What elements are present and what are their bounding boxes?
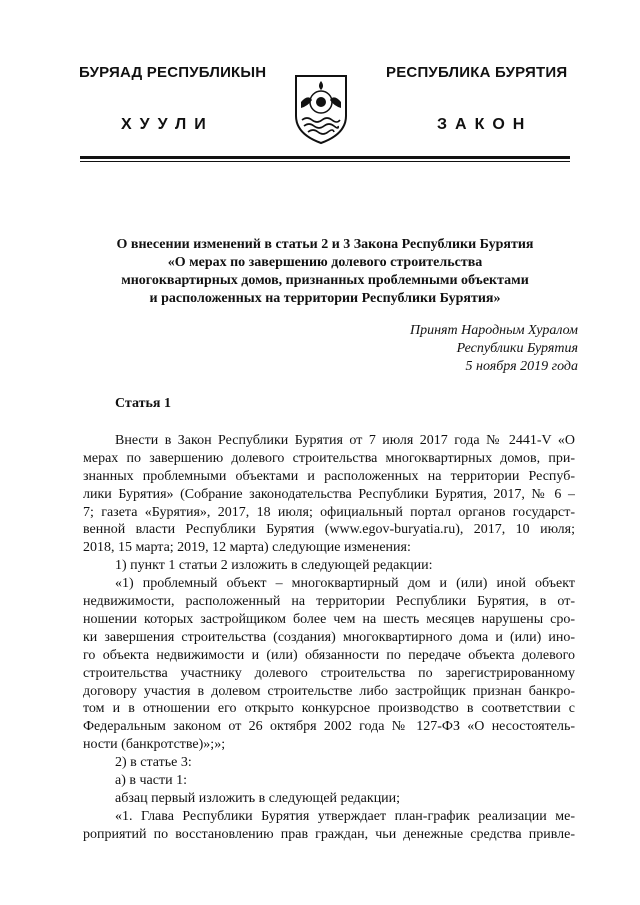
body-line: знанных проблемными объектами и расположенных на территории Респуб-	[83, 468, 575, 484]
law-title-line: и расположенных на территории Республики Бурятия»	[149, 291, 501, 306]
body-line: 1) пункт 1 статьи 2 изложить в следующей редакции:	[115, 558, 433, 574]
body-line: ности (банкротстве)»;»;	[83, 737, 226, 753]
adoption-note-line: 5 ноября 2019 года	[465, 359, 578, 374]
article-body	[83, 432, 575, 844]
body-line: роприятий по восстановлению прав граждан, чьи денежные средства привле-	[83, 826, 575, 842]
adoption-note-line: Принят Народным Хуралом	[409, 323, 578, 338]
body-line: 2) в статье 3:	[115, 755, 192, 771]
header-right-subtitle: ЗАКОН	[437, 116, 533, 133]
body-line: ношении которых застройщиком более чем на шесть месяцев нарушены сро-	[83, 611, 575, 627]
header-divider-thin	[80, 161, 570, 162]
article-heading: Статья 1	[115, 396, 171, 411]
header-left-title: БУРЯАД РЕСПУБЛИКЫН	[79, 64, 267, 81]
adoption-note	[410, 322, 578, 376]
body-line: недвижимости, расположенный на территории Республики Бурятия, в от-	[83, 594, 575, 610]
body-line: строительства участнику долевого строительства по зарегистрированному	[83, 665, 575, 681]
header-divider-thick	[80, 156, 570, 159]
law-title-line: «О мерах по завершению долевого строительства	[167, 255, 483, 270]
adoption-note-line: Республики Бурятия	[456, 341, 578, 356]
body-line: го объекта недвижимости и (или) обязанности по передаче объекта долевого	[83, 647, 575, 663]
body-line: ки завершения строительства (создания) многоквартирного дома и (или) ино-	[83, 629, 575, 645]
body-line: мерах по завершению долевого строительства многоквартирных домов, при-	[83, 450, 575, 466]
body-line: «1. Глава Республики Бурятия утверждает план-график реализации ме-	[115, 808, 575, 824]
body-line: «1) проблемный объект – многоквартирный дом и (или) иной объект	[115, 576, 575, 592]
body-line: Внести в Закон Республики Бурятия от 7 июля 2017 года № 2441-V «О	[115, 433, 575, 448]
law-title-line: О внесении изменений в статьи 2 и 3 Закона Республики Бурятия	[116, 237, 534, 252]
body-line: а) в части 1:	[115, 772, 187, 788]
body-line: 7; газета «Бурятия», 2017, 18 июля; официальный портал органов государст-	[83, 504, 575, 520]
law-title-line: многоквартирных домов, признанных проблемными объектами	[121, 273, 529, 288]
body-line: 2018, 15 марта; 2019, 12 марта) следующие изменения:	[83, 540, 411, 556]
coat-of-arms-emblem	[292, 72, 350, 146]
body-line: договору участия в долевом строительстве либо застройщик признан банкро-	[83, 683, 575, 699]
body-line: лики Бурятия» (Собрание законодательства Республики Бурятия, 2017, № 6 –	[83, 486, 575, 502]
body-line: том и в отношении его открыто конкурсное производство в соответствии с	[83, 701, 575, 717]
body-line: абзац первый изложить в следующей редакции;	[115, 790, 401, 806]
body-line: венной власти Республики Бурятия (www.egov-buryatia.ru), 2017, 10 июля;	[83, 522, 575, 538]
law-title	[80, 236, 570, 308]
header-right-title: РЕСПУБЛИКА БУРЯТИЯ	[386, 64, 568, 81]
body-line: Федеральным законом от 26 октября 2002 года № 127-ФЗ «О несостоятель-	[83, 719, 575, 735]
header-left-subtitle: ХУУЛИ	[121, 116, 214, 133]
